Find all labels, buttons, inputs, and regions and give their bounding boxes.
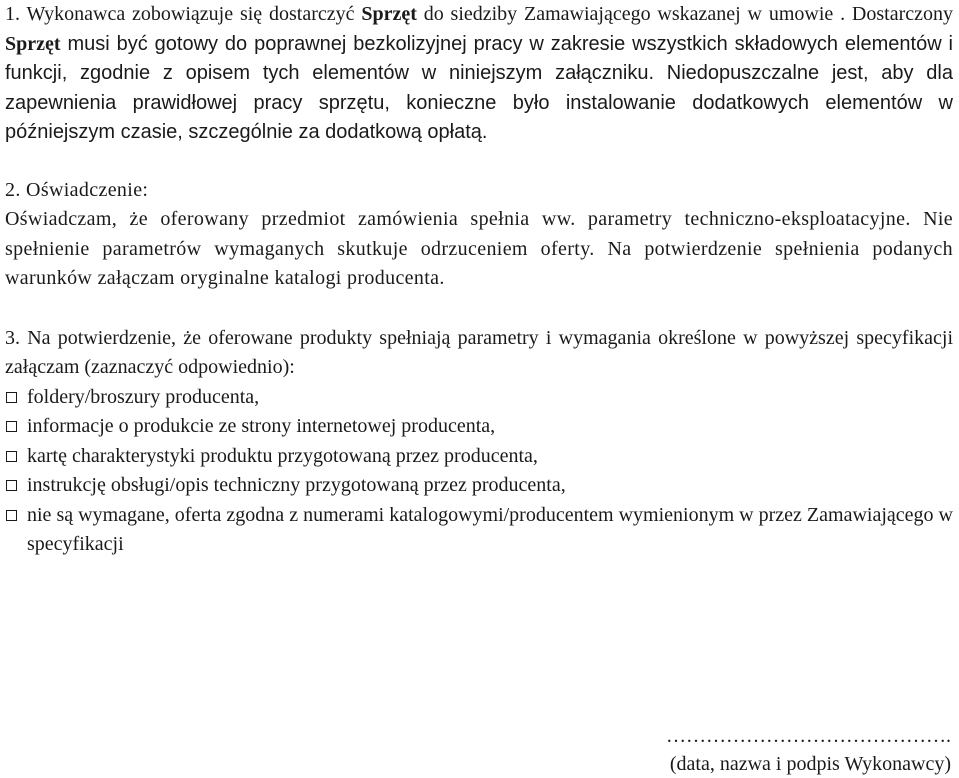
- option-item: [5, 471, 953, 501]
- checkbox-square-icon[interactable]: [6, 421, 17, 432]
- checkbox-square-icon[interactable]: [6, 392, 17, 403]
- section-2: [5, 176, 953, 294]
- checkbox-square-icon[interactable]: [6, 480, 17, 491]
- signature-block: [666, 722, 951, 778]
- signature-dotted-line: …………………………………….: [666, 725, 951, 747]
- section-1-text-c: musi być gotowy do poprawnej bezkolizyjnej pracy w zakresie wszystkich składowych elementów i funkcji, zgodnie z opisem tych elementów w niniejszym załączniku. Niedopuszczalne jest, aby dla zapewnienia prawidłowej pracy sprzętu, konieczne było instalowanie dodatkowych elementów w późniejszym czasie, szczególnie za dodatkową opłatą.: [5, 32, 953, 143]
- section-1-number: 1.: [5, 3, 20, 25]
- option-item: [5, 501, 953, 560]
- checkbox-square-icon[interactable]: [6, 510, 17, 521]
- option-item: [5, 383, 953, 413]
- option-item: [5, 442, 953, 472]
- option-label: instrukcję obsługi/opis techniczny przygotowaną przez producenta,: [27, 474, 566, 496]
- option-label: nie są wymagane, oferta zgodna z numerami katalogowymi/producentem wymienionym w przez Zamawiającego w specyfikacji: [27, 503, 953, 555]
- option-label: foldery/broszury producenta,: [27, 385, 260, 408]
- section-1-bold-b: Sprzęt: [5, 32, 61, 55]
- option-label: informacje o produkcie ze strony internetowej producenta,: [27, 415, 496, 437]
- section-1-bold-a: Sprzęt: [361, 3, 417, 25]
- section-2-body: Oświadczam, że oferowany przedmiot zamówienia spełnia ww. parametry techniczno-eksploatacyjne. Nie spełnienie parametrów wymaganych skutkuje odrzuceniem oferty. Na potwierdzenie spełnienia podanych warunków załączam oryginalne katalogi producenta.: [5, 208, 953, 289]
- option-label: kartę charakterystyki produktu przygotowaną przez producenta,: [27, 444, 538, 467]
- option-item: [5, 412, 953, 442]
- document-body: [5, 0, 953, 560]
- section-1-paragraph: [5, 0, 953, 148]
- checkbox-square-icon[interactable]: [6, 451, 17, 462]
- section-3-intro: 3. Na potwierdzenie, że oferowane produkty spełniają parametry i wymagania określone w powyższej specyfikacji załączam (zaznaczyć odpowiednio):: [5, 326, 953, 378]
- section-1-text-a: Wykonawca zobowiązuje się dostarczyć: [20, 3, 362, 25]
- section-2-heading: 2. Oświadczenie:: [5, 178, 149, 201]
- section-3: [5, 324, 953, 560]
- signature-caption: (data, nazwa i podpis Wykonawcy): [669, 753, 951, 775]
- section-1-text-b: do siedziby Zamawiającego wskazanej w umowie . Dostarczony: [416, 3, 953, 25]
